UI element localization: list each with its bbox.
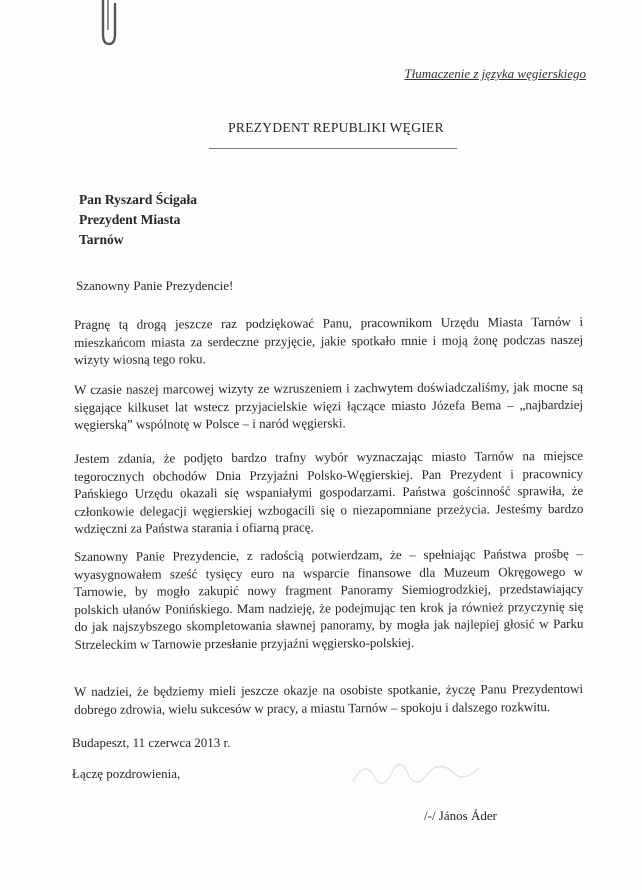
- paragraph-march-visit: W czasie naszej marcowej wizyty ze wzruszeniem i zachwytem doświadczaliśmy, jak mocne są sięgające kilkuset lat wstecz przyjacielskie więzi łączące miasto Józefa Bema – „najbardziej węgierską” wspólnotę w Polsce – i naród węgierski.: [74, 378, 584, 432]
- translation-note: Tłumaczenie z języka węgierskiego: [404, 66, 586, 81]
- recipient-title: Prezydent Miasta: [79, 212, 181, 227]
- recipient-block: [79, 190, 197, 250]
- paragraph-friendship-day: Jestem zdania, że podjęto bardzo trafny wybór wyznaczając miasto Tarnów na miejsce tegorocznych obchodów Dnia Przyjaźni Polsko-Węgierskiej. Pan Prezydent i pracownicy Pańskiego Urzędu okazali się wspaniałymi gospodarzami. Państwa gościnność sprawiła, że członkowie delegacji węgierskiej wzbogacili się o niezapomniane przeżycia. Jesteśmy bardzo wdzięczni za Państwa starania i ofiarną pracę.: [74, 447, 584, 536]
- paragraph-wishes: W nadziei, że będziemy mieli jeszcze okazje na osobiste spotkanie, życzę Panu Prezydentowi dobrego zdrowia, wielu sukcesów w pracy, a miastu Tarnów – spokoju i dalszego rozkwitu.: [74, 680, 584, 717]
- recipient-city: Tarnów: [79, 232, 124, 247]
- paragraph-panorama-funding: Szanowny Panie Prezydencie, z radością potwierdzam, że – spełniając Państwa prośbę – wyasygnowałem sześć tysięcy euro na wsparcie finansowe dla Muzeum Okręgowego w Tarnowie, by mogło zakupić nowy fragment Panoramy Siemiogrodzkiej, przedstawiający polskich ułanów Ponińskiego. Mam nadzieję, że podejmując ten krok ja również przyczynię się do jak najszybszego skompletowania sławnej panoramy, by mogła jak najlepiej głosić w Parku Strzeleckim w Tarnowie przesłanie przyjaźni węgiersko-polskiej.: [74, 545, 584, 652]
- paperclip-icon: [92, 0, 126, 48]
- closing-line: Łączę pozdrowienia,: [72, 766, 181, 781]
- date-line: Budapeszt, 11 czerwca 2013 r.: [72, 735, 231, 750]
- letterhead-title: PREZYDENT REPUBLIKI WĘGIER: [228, 120, 444, 135]
- letterhead-rule: [209, 148, 457, 149]
- salutation: Szanowny Panie Prezydencie!: [76, 278, 234, 293]
- signature-line: /-/ János Áder: [424, 808, 497, 823]
- show-through-signature-mark: [345, 752, 485, 796]
- paragraph-thanks: Pragnę tą drogą jeszcze raz podziękować Panu, pracownikom Urzędu Miasta Tarnów i mieszkańcom miasta za serdeczne przyjęcie, jakie spotkało mnie i moją żonę podczas naszej wizyty wiosną tego roku.: [74, 313, 584, 367]
- recipient-name: Pan Ryszard Ścigała: [79, 192, 198, 207]
